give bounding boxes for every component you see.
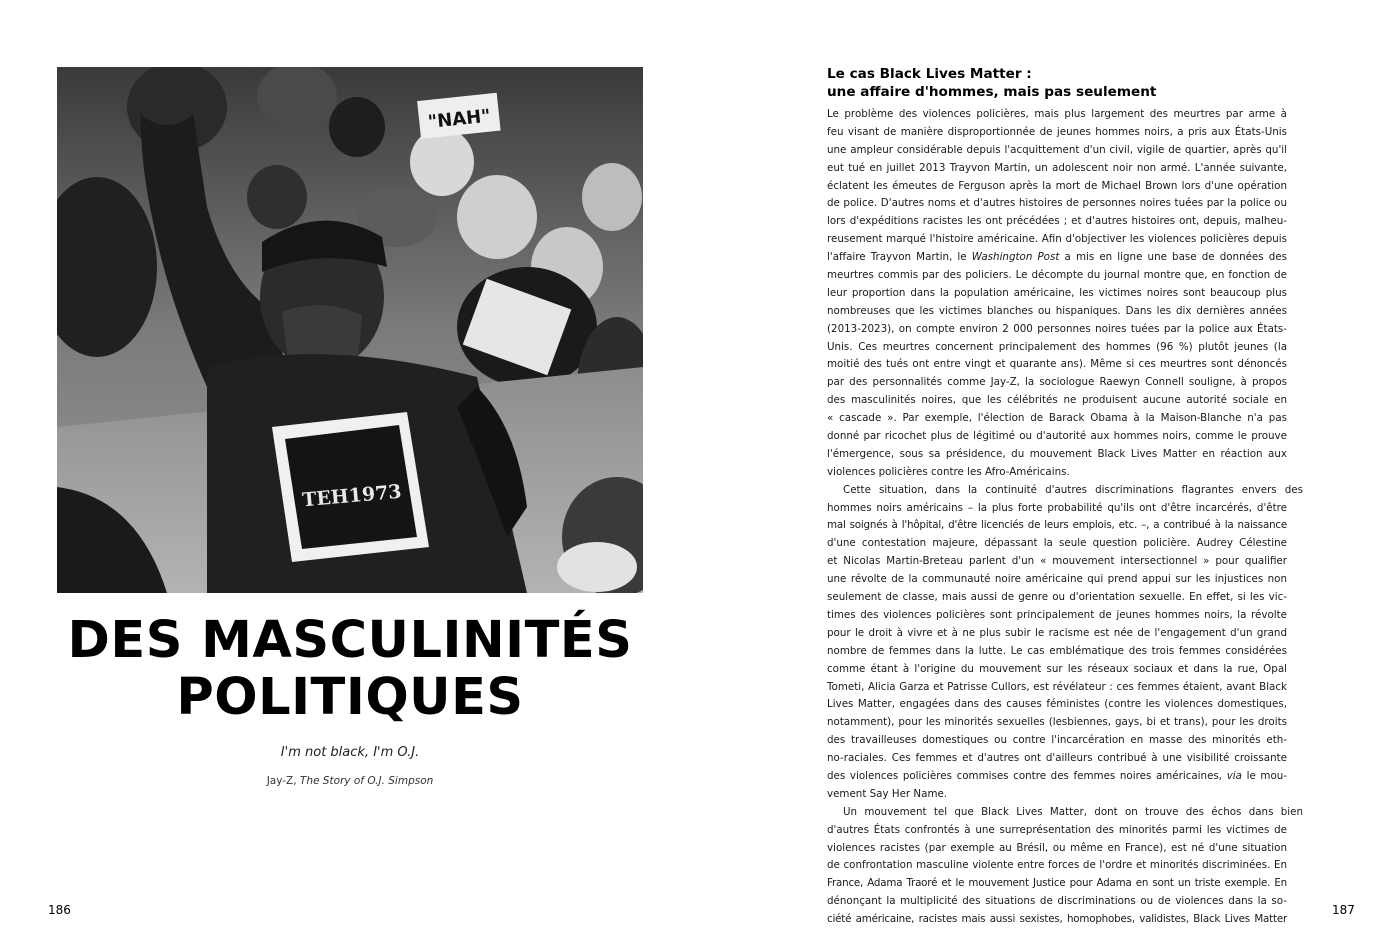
body-line: Lives Matter, engagées dans des causes féministes (contre les violences domestiques, bbox=[827, 698, 1287, 711]
body-line: vement Say Her Name. bbox=[827, 787, 948, 800]
body-line: ciété américaine, racistes mais aussi sexistes, homophobes, validistes, Black Lives Matter bbox=[827, 913, 1287, 926]
body-line: une révolte de la communauté noire américaine qui prend appui sur les injustices non bbox=[827, 573, 1287, 586]
epigraph-quote: I'm not black, I'm O.J. bbox=[280, 745, 420, 760]
body-line: l'émergence, sous sa présidence, du mouvement Black Lives Matter en réaction aux bbox=[827, 447, 1287, 460]
body-line: violences racistes (par exemple au Brésil, ou même en France), est né d'une situation bbox=[827, 841, 1287, 854]
body-line: feu visant de manière disproportionnée de jeunes hommes noirs, a pris aux États-Unis bbox=[827, 125, 1287, 138]
right-page bbox=[700, 0, 1400, 950]
body-line: dénonçant la multiplicité des situations de discriminations ou de violences dans la so- bbox=[827, 895, 1287, 908]
body-line: seulement de classe, mais aussi de genre ou d'orientation sexuelle. En effet, si les vic- bbox=[827, 591, 1287, 604]
body-line: et Nicolas Martin-Breteau parlent d'un « mouvement intersectionnel » pour qualifier bbox=[827, 555, 1287, 568]
body-line: notamment), pour les minorités sexuelles (lesbiennes, gays, bi et trans), pour les droits bbox=[827, 716, 1287, 729]
body-line: pour le droit à vivre et à ne plus subir le racisme est née de l'engagement d'un grand bbox=[827, 626, 1287, 639]
body-line-emphasis: via bbox=[1226, 769, 1242, 782]
body-line: no-raciales. Ces femmes et d'autres ont d'ailleurs contribué à une visibilité croissante bbox=[827, 752, 1287, 765]
body-line: d'une contestation majeure, dépassant la seule question policière. Audrey Célestine bbox=[827, 537, 1287, 550]
body-line: une ampleur considérable depuis l'acquittement d'un civil, vigile de quartier, après qu'il bbox=[827, 143, 1287, 156]
body-line: nombreuses que les victimes blanches ou hispaniques. Dans les dix dernières années bbox=[827, 304, 1287, 317]
body-line: lors d'expéditions racistes les ont précédées ; et d'autres histoires ont, depuis, malheu- bbox=[827, 215, 1287, 228]
body-text bbox=[827, 106, 1303, 929]
body-line: éclatent les émeutes de Ferguson après la mort de Michael Brown lors d'une opération bbox=[827, 179, 1287, 192]
body-line: Un mouvement tel que Black Lives Matter, dont on trouve des échos dans bien bbox=[843, 805, 1303, 818]
body-line: hommes noirs américains – la plus forte probabilité qu'ils ont d'être incarcérés, d'être bbox=[827, 501, 1287, 514]
body-line-text: des violences policières commises contre des femmes noires américaines, bbox=[827, 769, 1227, 782]
nah-sign-text: "NAH" bbox=[426, 105, 492, 134]
page-number-right: 187 bbox=[1332, 903, 1355, 917]
body-line: comme étant à l'origine du mouvement sur les réseaux sociaux et dans la rue, Opal bbox=[827, 662, 1287, 675]
body-line: mal soignés à l'hôpital, d'être licenciés de leurs emplois, etc. –, a contribué à la naissance bbox=[827, 519, 1287, 532]
chapter-title bbox=[40, 612, 660, 726]
body-line: donné par ricochet plus de légitimé ou d'autorité aux hommes noirs, comme le prouve bbox=[827, 430, 1287, 443]
body-line: Tometi, Alicia Garza et Patrisse Cullors, est révélateur : ces femmes étaient, avant Black bbox=[827, 680, 1287, 693]
body-line: des travailleuses domestiques ou contre l'incarcération en masse des minorités eth- bbox=[827, 734, 1287, 747]
body-line: France, Adama Traoré et le mouvement Justice pour Adama en sont un triste exemple. En bbox=[827, 877, 1287, 890]
body-line-text: a mis en ligne une base de données des bbox=[1059, 251, 1287, 264]
body-line-text: l'affaire Trayvon Martin, le bbox=[827, 251, 972, 264]
body-line: times des violences policières sont principalement de jeunes hommes noirs, la révolte bbox=[827, 608, 1287, 621]
body-line: Cette situation, dans la continuité d'autres discriminations flagrantes envers des bbox=[843, 483, 1303, 496]
body-line: « cascade ». Par exemple, l'élection de Barack Obama à la Maison-Blanche n'a pas bbox=[827, 412, 1287, 425]
protest-photo bbox=[57, 67, 643, 593]
section-heading-line-2: une affaire d'hommes, mais pas seulement bbox=[827, 84, 1157, 100]
body-line: nombre de femmes dans la lutte. Le cas emblématique des trois femmes considérées bbox=[827, 644, 1287, 657]
chapter-title-line-2: POLITIQUES bbox=[176, 668, 524, 727]
body-line: Le problème des violences policières, mais plus largement des meurtres par arme à bbox=[827, 108, 1287, 120]
body-line: par des personnalités comme Jay-Z, la sociologue Raewyn Connell souligne, à propos bbox=[827, 376, 1287, 389]
epigraph-source bbox=[40, 775, 660, 787]
body-line-text: le mou- bbox=[1241, 769, 1287, 782]
epigraph-work: The Story of O.J. Simpson bbox=[299, 775, 434, 787]
body-line: de police. D'autres noms et d'autres histoires de personnes noires tuées par la police ou bbox=[827, 197, 1287, 210]
shirt-text: TEH1973 bbox=[301, 480, 403, 512]
section-heading bbox=[827, 65, 1307, 101]
body-line bbox=[827, 249, 1287, 267]
body-line: moitié des tués ont entre vingt et quarante ans). Même si ces meurtres sont dénoncés bbox=[827, 358, 1287, 371]
body-line-emphasis: Washington Post bbox=[971, 251, 1060, 264]
body-line: (2013-2023), on compte environ 2 000 personnes noires tuées par la police aux États- bbox=[827, 322, 1287, 335]
section-heading-line-1: Le cas Black Lives Matter : bbox=[827, 66, 1032, 82]
body-line: violences policières contre les Afro-Américains. bbox=[827, 465, 1070, 478]
body-line: reusement marqué l'histoire américaine. Afin d'objectiver les violences policières depuis bbox=[827, 233, 1287, 246]
body-line: eut tué en juillet 2013 Trayvon Martin, un adolescent noir non armé. L'année suivante, bbox=[827, 161, 1287, 174]
body-line: leur proportion dans la population américaine, les victimes noires sont beaucoup plus bbox=[827, 286, 1287, 299]
body-line: Unis. Ces meurtres concernent principalement des hommes (96 %) plutôt jeunes (la bbox=[827, 340, 1287, 353]
body-line: de confrontation masculine violente entre forces de l'ordre et minorités discriminées. En bbox=[827, 859, 1287, 872]
body-line: des masculinités noires, que les célébrités ne produisent aucune autorité sociale en bbox=[827, 394, 1287, 407]
body-line: d'autres États confrontés à une surreprésentation des minorités parmi les victimes de bbox=[827, 823, 1287, 836]
chapter-title-line-1: DES MASCULINITÉS bbox=[67, 611, 633, 670]
body-line bbox=[827, 768, 1287, 786]
body-line: meurtres commis par des policiers. Le décompte du journal montre que, en fonction de bbox=[827, 269, 1287, 282]
page-number-left: 186 bbox=[48, 903, 71, 917]
epigraph-author: Jay-Z, bbox=[266, 775, 300, 787]
protest-photo-illustration bbox=[57, 67, 643, 593]
